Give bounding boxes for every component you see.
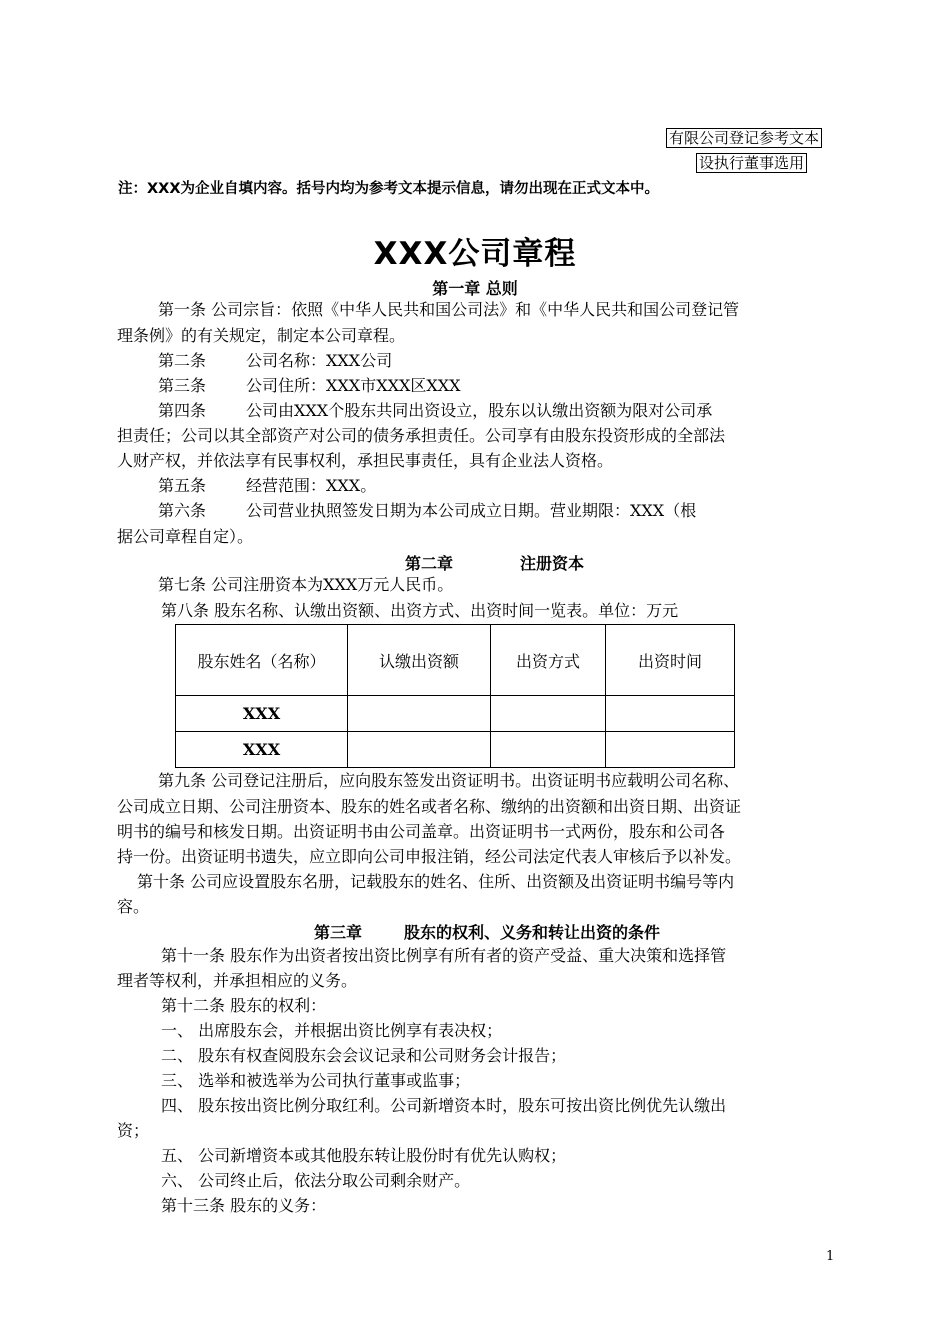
- article-7: 第七条 公司注册资本为XXX万元人民币。: [158, 575, 454, 594]
- article-9-line-2: 公司成立日期、公司注册资本、股东的姓名或者名称、缴纳的出资额和出资日期、出资证: [117, 797, 742, 816]
- article-5: [158, 476, 376, 496]
- article-9-line-1: 第九条 公司登记注册后，应向股东签发出资证明书。出资证明书应载明公司名称、: [158, 771, 740, 790]
- article-10-line-1: 第十条 公司应设置股东名册，记载股东的姓名、住所、出资额及出资证明书编号等内: [137, 872, 735, 891]
- right-item-2: 二、 股东有权查阅股东会会议记录和公司财务会计报告；: [161, 1046, 567, 1065]
- article-2: [158, 351, 392, 371]
- chapter-3-title: 股东的权利、义务和转让出资的条件: [404, 923, 661, 942]
- table-cell: [491, 696, 606, 732]
- article-6-label: 第六条: [158, 501, 207, 520]
- article-11-line-2: 理者等权利，并承担相应的义务。: [117, 971, 358, 990]
- table-row: [176, 696, 735, 732]
- column-header-subscribed-amount: 认缴出资额: [348, 625, 491, 696]
- article-4-line-2: 担责任；公司以其全部资产对公司的债务承担责任。公司享有由股东投资形成的全部法: [117, 426, 726, 445]
- chapter-2-number: 第二章: [405, 554, 454, 573]
- article-10-line-2: 容。: [117, 897, 150, 916]
- table-cell: XXX: [176, 696, 348, 732]
- article-1-line-1: 第一条 公司宗旨：依照《中华人民共和国公司法》和《中华人民共和国公司登记管: [158, 300, 740, 319]
- right-item-1: 一、 出席股东会，并根据出资比例享有表决权；: [161, 1021, 503, 1040]
- table-header-row: [176, 625, 735, 696]
- article-9-line-3: 明书的编号和核发日期。出资证明书由公司盖章。出资证明书一式两份，股东和公司各: [117, 822, 726, 841]
- table-cell: XXX: [176, 732, 348, 768]
- article-13: 第十三条 股东的义务：: [161, 1196, 327, 1215]
- article-6-text: 公司营业执照签发日期为本公司成立日期。营业期限：XXX（根: [246, 501, 697, 520]
- right-item-5: 五、 公司新增资本或其他股东转让股份时有优先认购权；: [161, 1146, 567, 1165]
- table-cell: [606, 696, 735, 732]
- article-6-line-2: 据公司章程自定）。: [117, 527, 254, 546]
- column-header-contribution-method: 出资方式: [491, 625, 606, 696]
- article-9-line-4: 持一份。出资证明书遗失，应立即向公司申报注销，经公司法定代表人审核后予以补发。: [117, 847, 742, 866]
- article-2-label: 第二条: [158, 351, 207, 370]
- article-3-text: 公司住所：XXX市XXX区XXX: [246, 376, 461, 395]
- article-4: [158, 401, 712, 421]
- document-title: XXX公司章程: [373, 236, 577, 272]
- column-header-contribution-time: 出资时间: [606, 625, 735, 696]
- article-3-label: 第三条: [158, 376, 207, 395]
- table-cell: [491, 732, 606, 768]
- article-6: [158, 501, 696, 521]
- table-row: [176, 732, 735, 768]
- article-11-line-1: 第十一条 股东作为出资者按出资比例享有所有者的资产受益、重大决策和选择管: [161, 946, 727, 965]
- article-2-text: 公司名称：XXX公司: [246, 351, 393, 370]
- article-3: [158, 376, 461, 396]
- reference-text-tag: 有限公司登记参考文本: [666, 128, 822, 148]
- executive-director-tag: 设执行董事选用: [696, 153, 807, 173]
- instruction-note: 注：XXX为企业自填内容。括号内均为参考文本提示信息，请勿出现在正式文本中。: [118, 181, 660, 197]
- chapter-1-heading: 第一章 总则: [432, 279, 518, 298]
- article-1-line-2: 理条例》的有关规定，制定本公司章程。: [117, 326, 406, 345]
- article-5-label: 第五条: [158, 476, 207, 495]
- chapter-2-title: 注册资本: [520, 554, 585, 573]
- table-cell: [348, 696, 491, 732]
- page-number: 1: [826, 1249, 835, 1264]
- capital-contribution-table: [175, 624, 735, 768]
- right-item-6: 六、 公司终止后，依法分取公司剩余财产。: [161, 1171, 471, 1190]
- right-item-4-line-1: 四、 股东按出资比例分取红利。公司新增资本时，股东可按出资比例优先认缴出: [161, 1096, 727, 1115]
- table-cell: [348, 732, 491, 768]
- article-5-text: 经营范围：XXX。: [246, 476, 377, 495]
- table-cell: [606, 732, 735, 768]
- chapter-3-number: 第三章: [314, 923, 363, 942]
- article-4-line-3: 人财产权，并依法享有民事权利，承担民事责任，具有企业法人资格。: [117, 451, 614, 470]
- article-4-label: 第四条: [158, 401, 207, 420]
- column-header-shareholder: 股东姓名（名称）: [176, 625, 348, 696]
- article-12: 第十二条 股东的权利：: [161, 996, 327, 1015]
- article-8: 第八条 股东名称、认缴出资额、出资方式、出资时间一览表。单位：万元: [161, 601, 679, 620]
- right-item-3: 三、 选举和被选举为公司执行董事或监事；: [161, 1071, 471, 1090]
- right-item-4-line-2: 资；: [117, 1121, 150, 1140]
- article-4-text: 公司由XXX个股东共同出资设立，股东以认缴出资额为限对公司承: [246, 401, 713, 420]
